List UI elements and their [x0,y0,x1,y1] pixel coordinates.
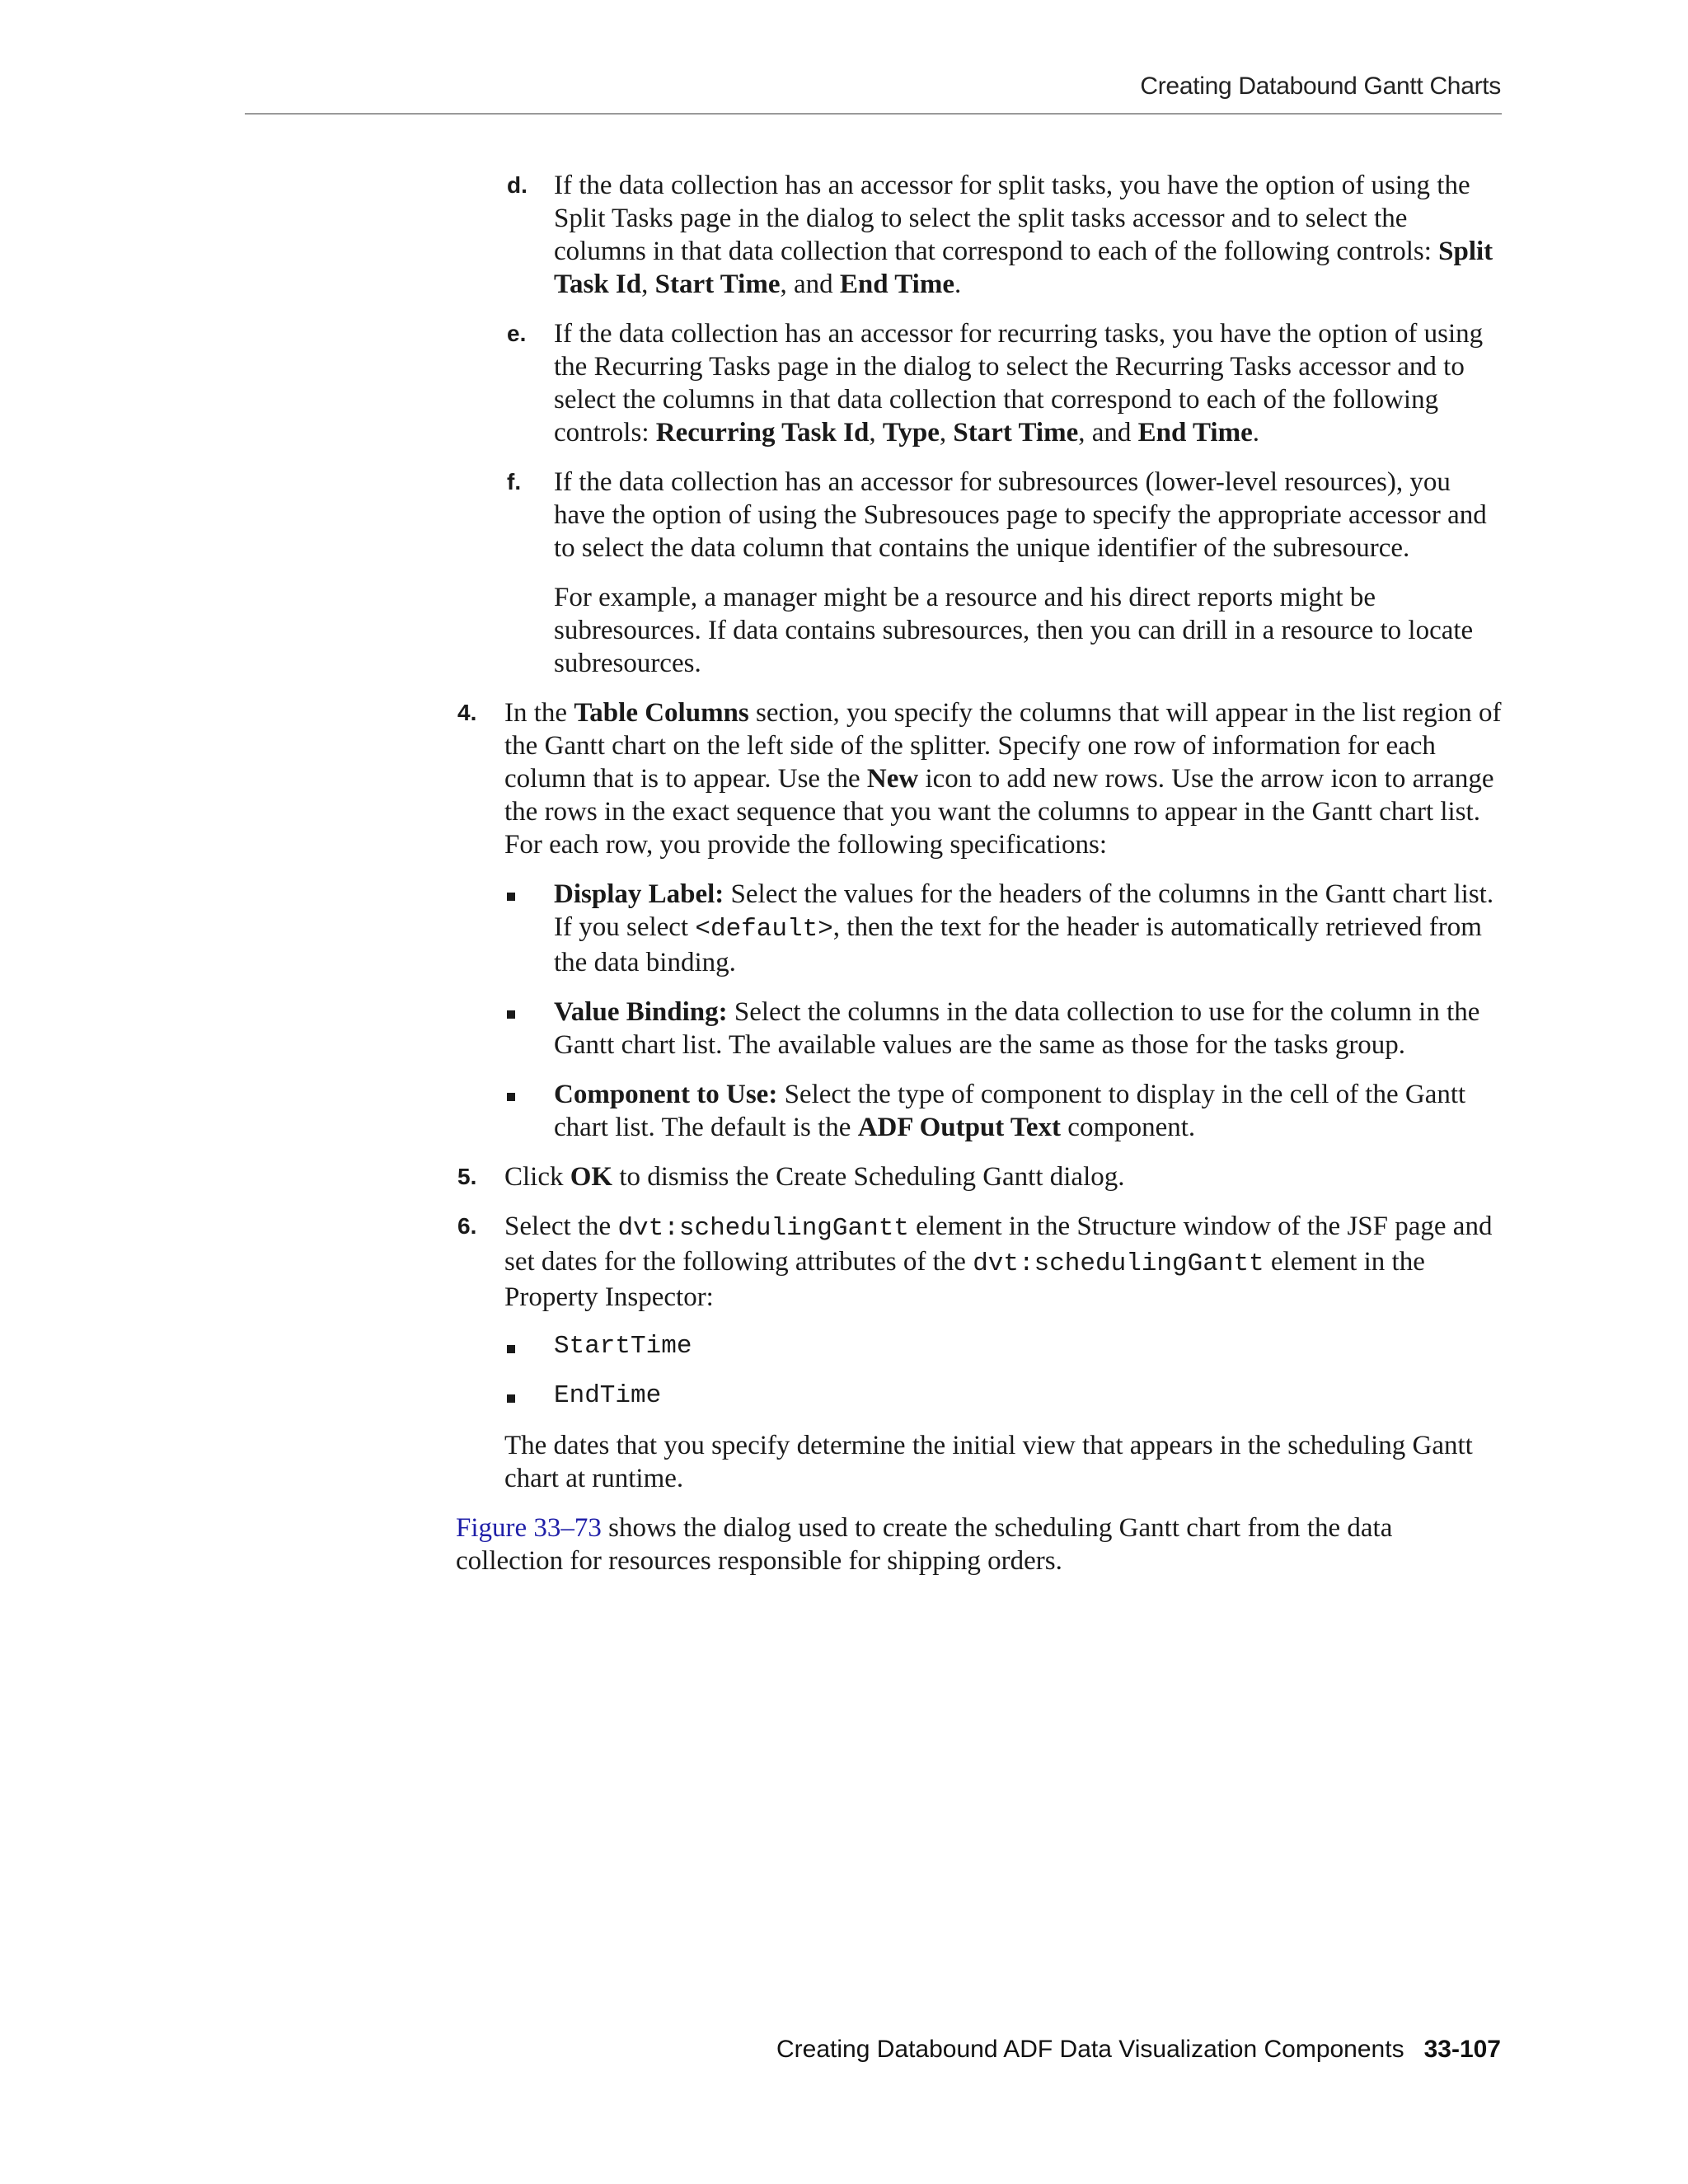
substep-f-example [0,581,1688,680]
running-footer [776,2036,1501,2064]
running-header: Creating Databound Gantt Charts [1140,73,1501,100]
bullet-component-to-use [0,1078,1688,1144]
bullet-display-label [0,878,1688,979]
substep-label: d. [507,172,528,198]
substep-label: f. [507,469,522,494]
bullet-text: Display Label: Select the values for the headers of the columns in the Gantt chart list. If you select <default>, then the text for the header is automatically retrieved from the data binding. [554,879,1494,977]
paragraph-text: Figure 33–73 shows the dialog used to create the scheduling Gantt chart from the data collection for resources responsible for shipping orders. [456,1513,1393,1576]
substep-text: If the data collection has an accessor for split tasks, you have the option of using the Split Tasks page in the dialog to select the split tasks accessor and to select the columns in that data collection that correspond to each of the following controls: Split Task Id, Start Time, and End Time. [554,171,1493,299]
substep-label: e. [507,321,527,346]
bullet-marker [507,1394,515,1403]
step-4 [0,696,1688,861]
page-body [0,169,1688,1577]
attribute-name: StartTime [554,1332,692,1361]
note-paragraph: The dates that you specify determine the initial view that appears in the scheduling Gantt chart at runtime. [504,1431,1473,1493]
substep-text: If the data collection has an accessor for recurring tasks, you have the option of using the Recurring Tasks page in the dialog to select the Recurring Tasks accessor and to select the columns in that data collection that correspond to each of the following controls: Recurring Task Id, Type, Start Time, and End Time. [554,319,1484,448]
substep-text: If the data collection has an accessor for subresources (lower-level resources), you have the option of using the Subresouces page to specify the appropriate accessor and to select the data column that contains the unique identifier of the subresource. [554,467,1487,563]
step-number: 4. [457,700,477,725]
bullet-text: Value Binding: Select the columns in the data collection to use for the column in the Gantt chart list. The available values are the same as those for the tasks group. [554,997,1480,1060]
substep-e [0,317,1688,449]
step-6 [0,1210,1688,1314]
step-text: In the Table Columns section, you specify the columns that will appear in the list region of the Gantt chart on the left side of the splitter. Specify one row of information for each column that is to appear. Use the New icon to add new rows. Use the arrow icon to arrange the rows in the exact sequence that you want the columns to appear in the Gantt chart list. For each row, you provide the following specifications: [504,698,1502,860]
bullet-marker [507,1010,515,1019]
step-text: Select the dvt:schedulingGantt element in the Structure window of the JSF page and set dates for the following attributes of the dvt:schedulingGantt element in the Property Inspector: [504,1212,1493,1312]
bullet-value-binding [0,996,1688,1062]
header-rule [245,113,1502,115]
bullet-endtime [0,1380,1688,1413]
bullet-marker [507,1093,515,1101]
example-paragraph: For example, a manager might be a resource and his direct reports might be subresources. If data contains subresources, then you can drill in a resource to locate subresources. [554,583,1474,678]
bullet-marker [507,1345,515,1353]
step-5 [0,1160,1688,1193]
bullet-marker [507,893,515,901]
step-number: 6. [457,1213,477,1239]
substep-d [0,169,1688,301]
attribute-name: EndTime [554,1381,662,1410]
step-text: Click OK to dismiss the Create Scheduling Gantt dialog. [504,1162,1125,1192]
figure-link[interactable]: Figure 33–73 [456,1513,602,1543]
step-6-note [0,1429,1688,1495]
bullet-text: Component to Use: Select the type of component to display in the cell of the Gantt chart list. The default is the ADF Output Text component. [554,1080,1466,1142]
substep-f [0,466,1688,565]
bullet-starttime [0,1330,1688,1363]
closing-paragraph [0,1511,1688,1577]
page-number: 33-107 [1423,2036,1501,2063]
footer-title: Creating Databound ADF Data Visualization Components [776,2036,1404,2063]
step-number: 5. [457,1164,477,1189]
